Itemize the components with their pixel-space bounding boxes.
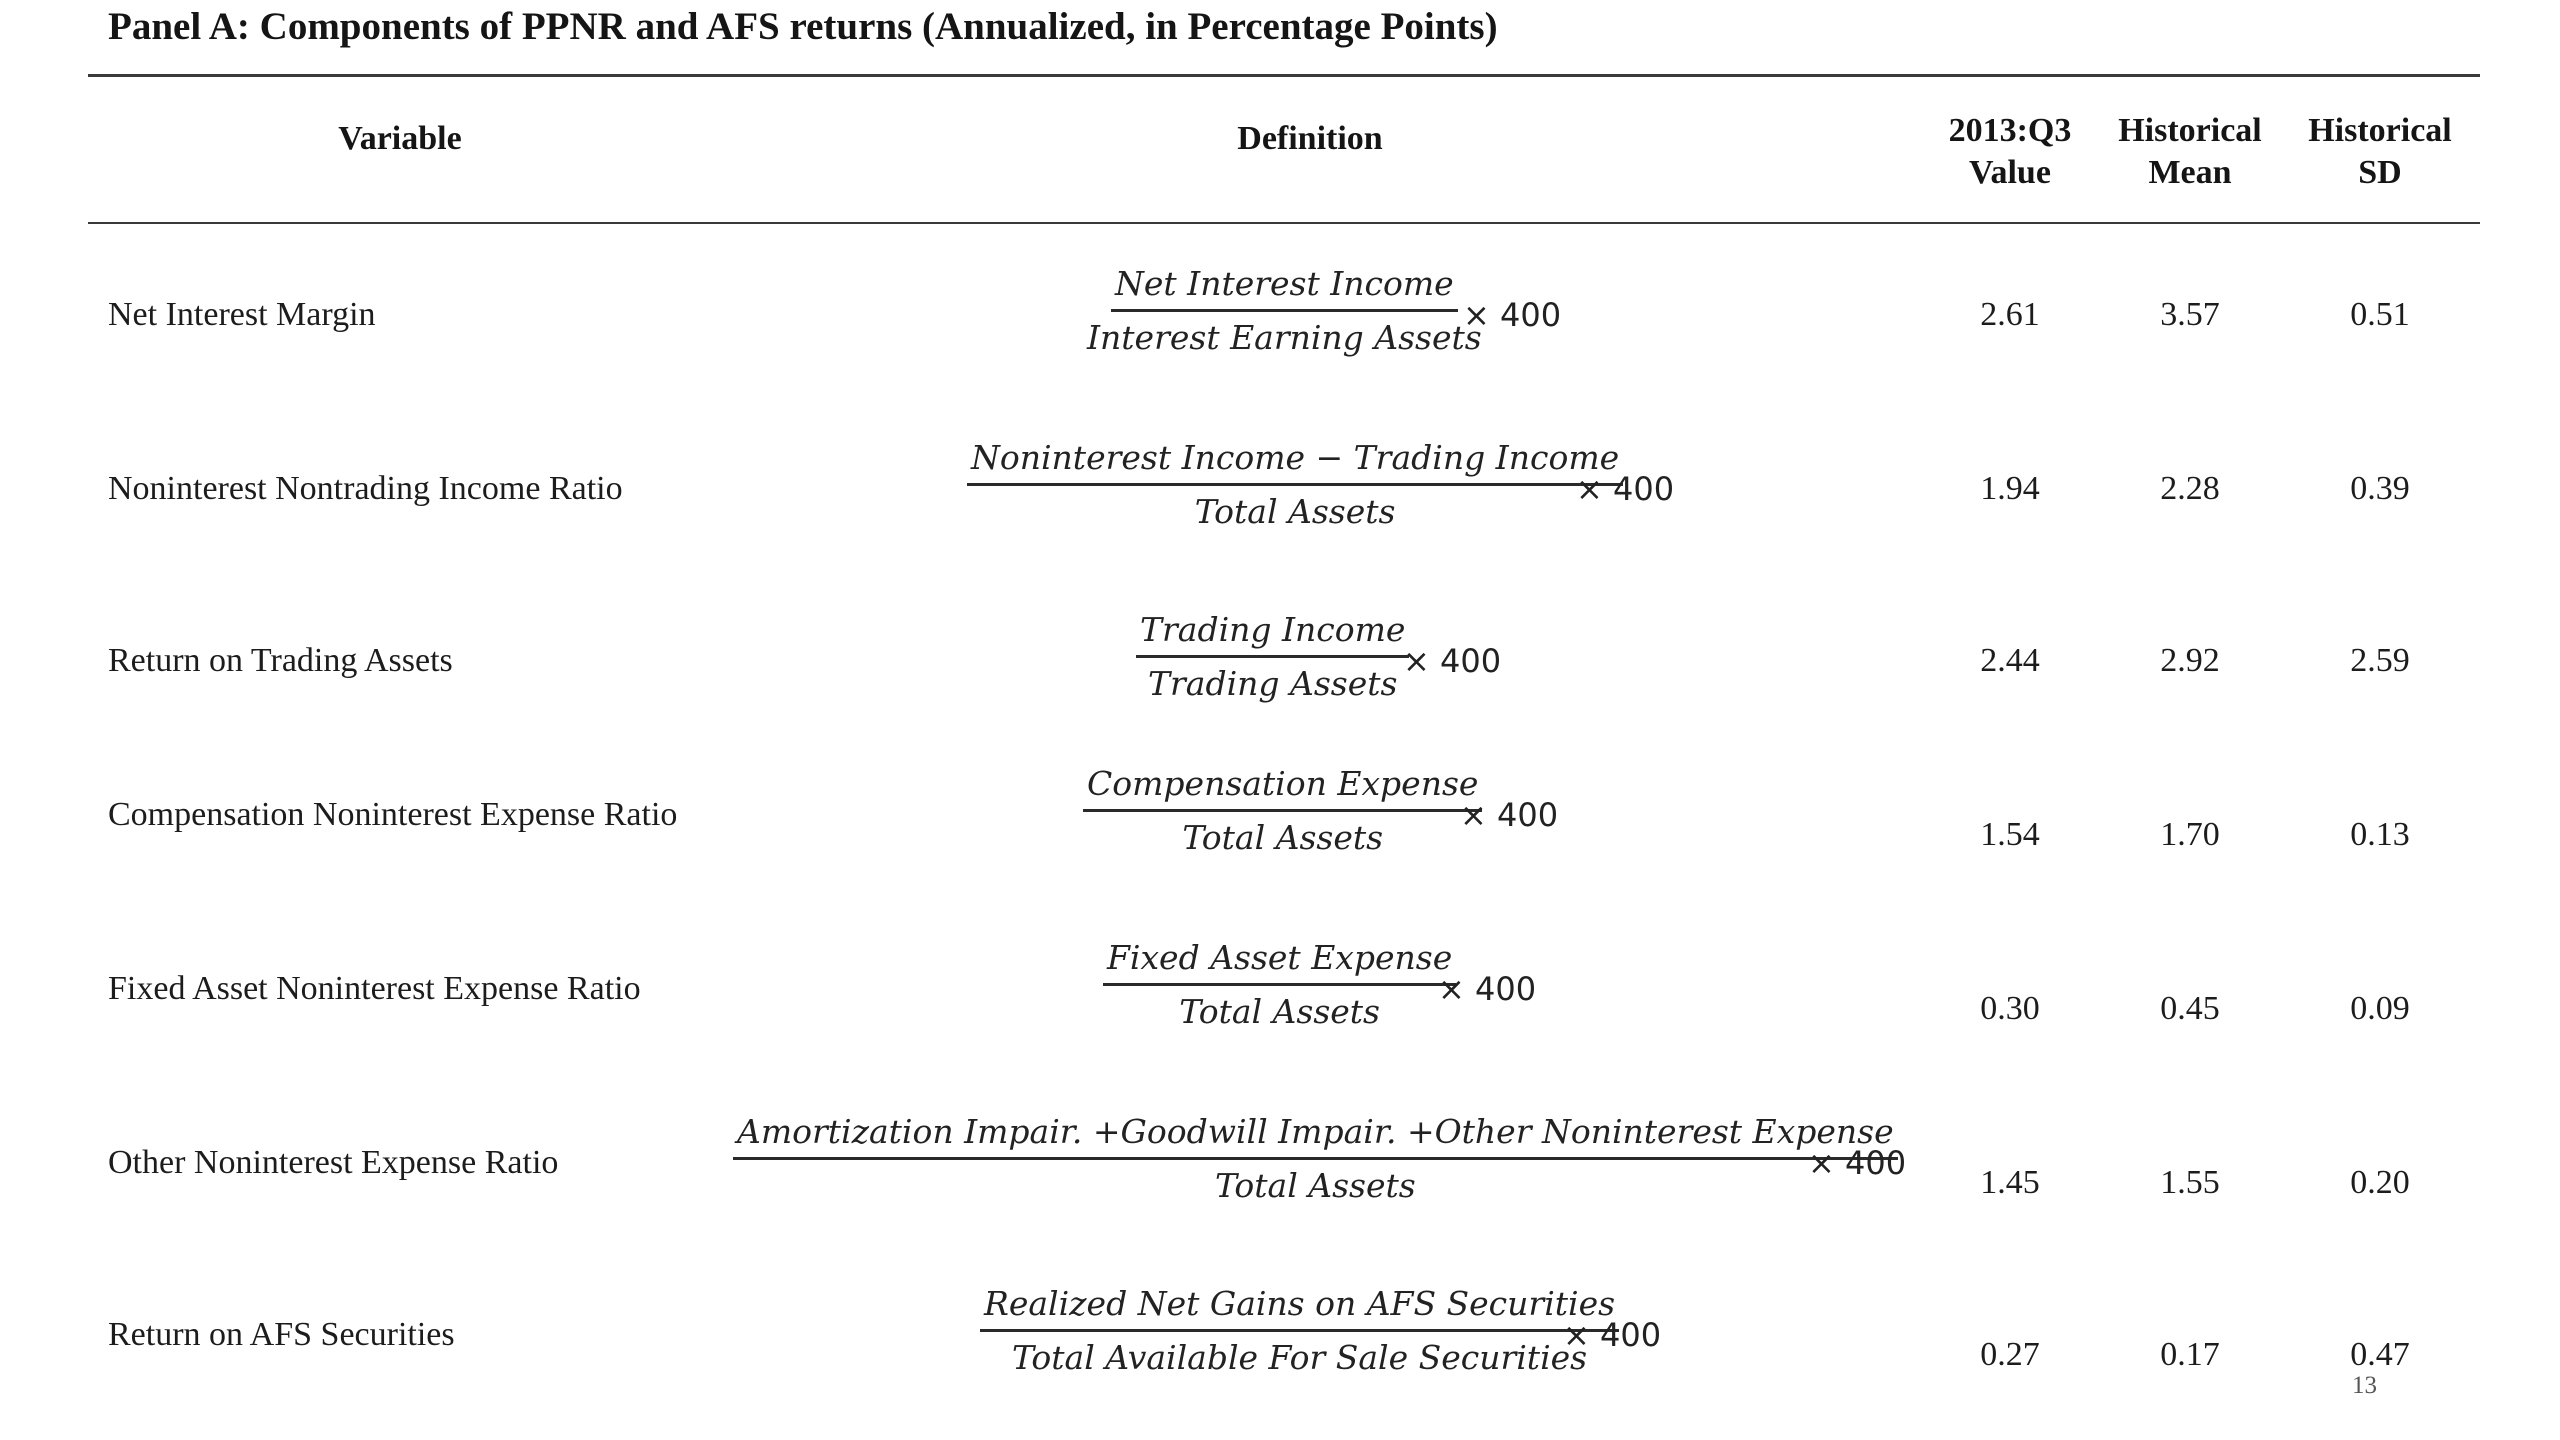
- fraction-denominator: Trading Assets: [1148, 664, 1398, 703]
- multiplier: × 400: [1403, 642, 1502, 680]
- top-rule: [88, 74, 2480, 77]
- variable-name: Return on AFS Securities: [108, 1316, 455, 1353]
- historical-mean: 1.70: [2160, 816, 2220, 853]
- fraction-numerator: Compensation Expense: [1083, 764, 1482, 812]
- header-definition-label: Definition: [1237, 120, 1383, 157]
- header-q3-value: [1930, 110, 2090, 194]
- multiplier: × 400: [1808, 1144, 1907, 1182]
- q3-value: 2.44: [1980, 642, 2040, 679]
- q3-value: 0.27: [1980, 1336, 2040, 1373]
- multiplier: × 400: [1463, 296, 1562, 334]
- fraction-numerator: Fixed Asset Expense: [1103, 938, 1456, 986]
- q3-value: 1.54: [1980, 816, 2040, 853]
- variable-name: Other Noninterest Expense Ratio: [108, 1144, 559, 1181]
- fraction-denominator: Total Assets: [1214, 1166, 1416, 1205]
- fraction-denominator: Total Assets: [1179, 992, 1380, 1031]
- definition-fraction: [1083, 264, 1486, 357]
- historical-sd: 2.59: [2350, 642, 2410, 679]
- fraction-numerator: Amortization Impair. +Goodwill Impair. +Other Noninterest Expense: [733, 1112, 1898, 1160]
- header-mean-line1: Historical: [2118, 112, 2262, 149]
- definition-fraction: [733, 1112, 1898, 1205]
- historical-sd: 0.20: [2350, 1164, 2410, 1201]
- historical-mean: 3.57: [2160, 296, 2220, 333]
- header-variable-label: Variable: [338, 120, 462, 157]
- historical-mean: 1.55: [2160, 1164, 2220, 1201]
- q3-value: 1.45: [1980, 1164, 2040, 1201]
- fraction-denominator: Total Assets: [1182, 818, 1384, 857]
- historical-mean: 0.45: [2160, 990, 2220, 1027]
- multiplier: × 400: [1460, 796, 1559, 834]
- historical-mean: 0.17: [2160, 1336, 2220, 1373]
- historical-mean: 2.92: [2160, 642, 2220, 679]
- header-rule: [88, 222, 2480, 224]
- definition-fraction: [1083, 764, 1482, 857]
- fraction-denominator: Total Assets: [1194, 492, 1396, 531]
- multiplier: × 400: [1576, 470, 1675, 508]
- multiplier: × 400: [1438, 970, 1537, 1008]
- variable-name: Compensation Noninterest Expense Ratio: [108, 796, 678, 833]
- variable-name: Noninterest Nontrading Income Ratio: [108, 470, 623, 507]
- historical-sd: 0.09: [2350, 990, 2410, 1027]
- header-definition: [1160, 118, 1460, 160]
- historical-sd: 0.13: [2350, 816, 2410, 853]
- fraction-numerator: Noninterest Income − Trading Income: [967, 438, 1623, 486]
- header-mean-line2: Mean: [2148, 154, 2232, 191]
- header-sd-line2: SD: [2358, 154, 2402, 191]
- historical-sd: 0.51: [2350, 296, 2410, 333]
- multiplier: × 400: [1563, 1316, 1662, 1354]
- header-sd-line1: Historical: [2308, 112, 2452, 149]
- definition-fraction: [980, 1284, 1619, 1377]
- variable-name: Return on Trading Assets: [108, 642, 453, 679]
- q3-value: 0.30: [1980, 990, 2040, 1027]
- q3-value: 1.94: [1980, 470, 2040, 507]
- q3-value: 2.61: [1980, 296, 2040, 333]
- historical-mean: 2.28: [2160, 470, 2220, 507]
- fraction-numerator: Realized Net Gains on AFS Securities: [980, 1284, 1619, 1332]
- header-q3-line1: 2013:Q3: [1948, 112, 2072, 149]
- historical-sd: 0.39: [2350, 470, 2410, 507]
- historical-sd: 0.47: [2350, 1336, 2410, 1373]
- variable-name: Net Interest Margin: [108, 296, 376, 333]
- fraction-numerator: Net Interest Income: [1111, 264, 1458, 312]
- header-historical-mean: [2105, 110, 2275, 194]
- variable-name: Fixed Asset Noninterest Expense Ratio: [108, 970, 641, 1007]
- definition-fraction: [967, 438, 1623, 531]
- panel-title: Panel A: Components of PPNR and AFS returns (Annualized, in Percentage Points): [108, 5, 1498, 48]
- fraction-denominator: Total Available For Sale Securities: [1011, 1338, 1588, 1377]
- header-q3-line2: Value: [1969, 154, 2051, 191]
- definition-fraction: [1103, 938, 1456, 1031]
- fraction-denominator: Interest Earning Assets: [1087, 318, 1482, 357]
- fraction-numerator: Trading Income: [1136, 610, 1409, 658]
- header-variable: [280, 118, 520, 160]
- page-number: 13: [2352, 1372, 2377, 1399]
- header-historical-sd: [2290, 110, 2470, 194]
- definition-fraction: [1136, 610, 1409, 703]
